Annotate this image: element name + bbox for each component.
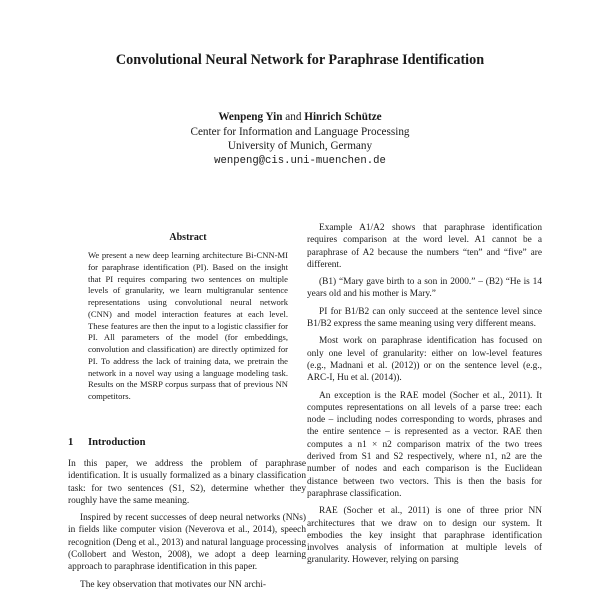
abstract-heading: Abstract bbox=[169, 232, 207, 243]
left-column-body bbox=[68, 458, 306, 596]
section-number: 1 bbox=[68, 437, 74, 448]
right-paragraph-2: PI for B1/B2 can only succeed at the sentence level since B1/B2 express the same meaning using very different means. bbox=[307, 306, 542, 330]
abstract-body: We present a new deep learning architecture Bi-CNN-MI for paraphrase identification (PI). Based on the insight that PI requires comparing two sentences on multiple levels of granularity, we learn multigranular sentence representations using convolutional neural network (CNN) and model interaction features at each level. These features are then the input to a logistic classifier for PI. All parameters of the model (for embeddings, convolution and classification) are directly optimized for PI. To address the lack of training data, we pretrain the network in a novel way using a language modeling task. Results on the MSRP corpus surpass that of previous NN competitors. bbox=[88, 250, 288, 401]
author-2: Hinrich Schütze bbox=[304, 111, 382, 123]
author-block bbox=[0, 110, 600, 168]
example-b: (B1) “Mary gave birth to a son in 2000.” – (B2) “He is 14 years old and his mother is Mary.” bbox=[307, 277, 542, 300]
right-paragraph-3: Most work on paraphrase identification has focused on only one level of granularity: either on low-level features (e.g., Madnani et al. (2012)) or on the sentence level (e.g., ARC-I, Hu et al. (2014)). bbox=[307, 336, 542, 384]
author-names bbox=[0, 110, 600, 125]
author-1: Wenpeng Yin bbox=[218, 111, 283, 123]
right-paragraph-1: Example A1/A2 shows that paraphrase identification requires comparison at the word level. A1 cannot be a paraphrase of A2 because the numbers “ten” and “five” are different. bbox=[307, 223, 542, 270]
affiliation: Center for Information and Language Processing bbox=[190, 125, 410, 138]
section-title: Introduction bbox=[88, 437, 146, 448]
paper-title: Convolutional Neural Network for Paraphrase Identification bbox=[115, 52, 485, 68]
university: University of Munich, Germany bbox=[227, 140, 373, 153]
right-paragraph-5: RAE (Socher et al., 2011) is one of three prior NN architectures that we draw on to design our system. It embodies the key insight that paraphrase identification involves analysis of information at multiple levels of granularity. However, relying on parsing bbox=[307, 506, 542, 566]
author-email: wenpeng@cis.uni-muenchen.de bbox=[214, 154, 386, 167]
intro-paragraph-3: The key observation that motivates our NN archi- bbox=[80, 579, 267, 590]
right-paragraph-4: An exception is the RAE model (Socher et al., 2011). It computes representations on all levels of a parse tree: each node – including nodes corresponding to words, phrases and the entire sentence – is represented as a vector. RAE then computes a n1 × n2 comparison matrix of the two trees derived from S1 and S2 respectively, where n1, n2 are the number of nodes and each comparison is the Euclidean distance between two vectors. This is then the basis for paraphrase classification. bbox=[307, 390, 542, 499]
right-column-body bbox=[307, 222, 542, 572]
intro-paragraph-1: In this paper, we address the problem of paraphrase identification. It is usually formalized as a binary classification task: for two sentences (S1, S2), determine whether they roughly have the same meaning. bbox=[68, 459, 306, 506]
section-heading-introduction bbox=[68, 437, 308, 448]
author-conjunction: and bbox=[285, 111, 302, 123]
intro-paragraph-2: Inspired by recent successes of deep neural networks (NNs) in fields like computer vision (Neverova et al., 2014), speech recognition (Deng et al., 2013) and natural language processing (Collobert and Weston, 2008), we adopt a deep learning approach to paraphrase identification in this paper. bbox=[68, 513, 306, 573]
